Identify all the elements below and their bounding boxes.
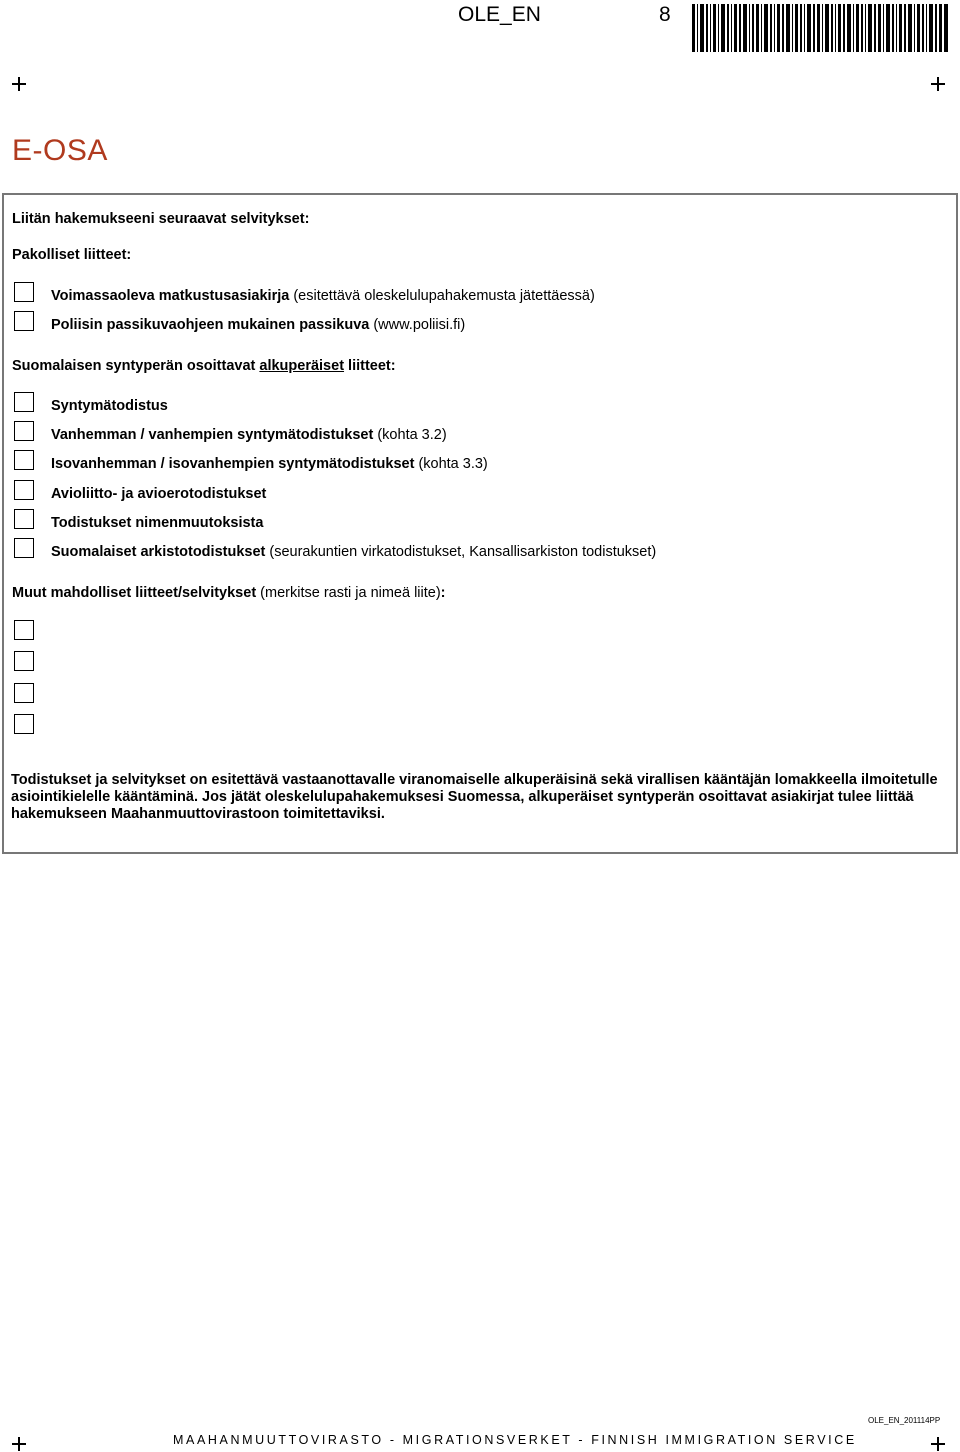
- item-parents-birth-certificates: Vanhemman / vanhempien syntymätodistukset (kohta 3.2): [51, 427, 447, 443]
- item-birth-certificate: Syntymätodistus: [51, 398, 168, 414]
- other-heading: Muut mahdolliset liitteet/selvitykset (merkitse rasti ja nimeä liite):: [12, 585, 446, 601]
- section-title: E-OSA: [12, 134, 108, 167]
- origin-heading: Suomalaisen syntyperän osoittavat alkuperäiset liitteet:: [12, 358, 396, 374]
- checkbox-archive-certificates[interactable]: [14, 538, 34, 558]
- item-archive-certificates: Suomalaiset arkistotodistukset (seurakuntien virkatodistukset, Kansallisarkiston todistukset): [51, 544, 657, 560]
- registration-mark: [931, 77, 945, 91]
- checkbox-other-2[interactable]: [14, 651, 34, 671]
- item-marriage-divorce-certificates: Avioliitto- ja avioerotodistukset: [51, 486, 267, 502]
- form-code: OLE_EN: [458, 3, 541, 26]
- registration-mark: [931, 1437, 945, 1451]
- page-number: 8: [659, 3, 671, 26]
- form-version-code: OLE_EN_201114PP: [868, 1416, 941, 1425]
- item-passport-photo: Poliisin passikuvaohjeen mukainen passikuva (www.poliisi.fi): [51, 317, 466, 333]
- checkbox-name-change-certificates[interactable]: [14, 509, 34, 529]
- checkbox-travel-document[interactable]: [14, 282, 34, 302]
- checkbox-other-4[interactable]: [14, 714, 34, 734]
- instructions-note: Todistukset ja selvitykset on esitettävä vastaanottavalle viranomaiselle alkuperäisinä sekä virallisen kääntäjän lomakkeella ilmoitetulle asiointikielelle kääntäminä. Jos jätät oleskelulupahakemuksesi Suomessa, alkuperäiset syntyperän osoittavat asiakirjat tulee liittää hakemukseen Maahanmuuttovirastoon toimitettaviksi.: [11, 772, 938, 822]
- agency-footer: MAAHANMUUTTOVIRASTO - MIGRATIONSVERKET - FINNISH IMMIGRATION SERVICE: [173, 1433, 857, 1447]
- item-travel-document: Voimassaoleva matkustusasiakirja (esitettävä oleskelulupahakemusta jätettäessä): [51, 288, 595, 304]
- checkbox-grandparents-birth-certificates[interactable]: [14, 450, 34, 470]
- mandatory-heading: Pakolliset liitteet:: [12, 247, 132, 263]
- registration-mark: [12, 77, 26, 91]
- item-grandparents-birth-certificates: Isovanhemman / isovanhempien syntymätodistukset (kohta 3.3): [51, 456, 488, 472]
- checkbox-parents-birth-certificates[interactable]: [14, 421, 34, 441]
- checkbox-passport-photo[interactable]: [14, 311, 34, 331]
- checkbox-other-3[interactable]: [14, 683, 34, 703]
- checkbox-birth-certificate[interactable]: [14, 392, 34, 412]
- item-name-change-certificates: Todistukset nimenmuutoksista: [51, 515, 264, 531]
- barcode-image: [692, 4, 948, 52]
- checkbox-other-1[interactable]: [14, 620, 34, 640]
- intro-text: Liitän hakemukseeni seuraavat selvitykset:: [12, 211, 310, 227]
- registration-mark: [12, 1437, 26, 1451]
- checkbox-marriage-divorce-certificates[interactable]: [14, 480, 34, 500]
